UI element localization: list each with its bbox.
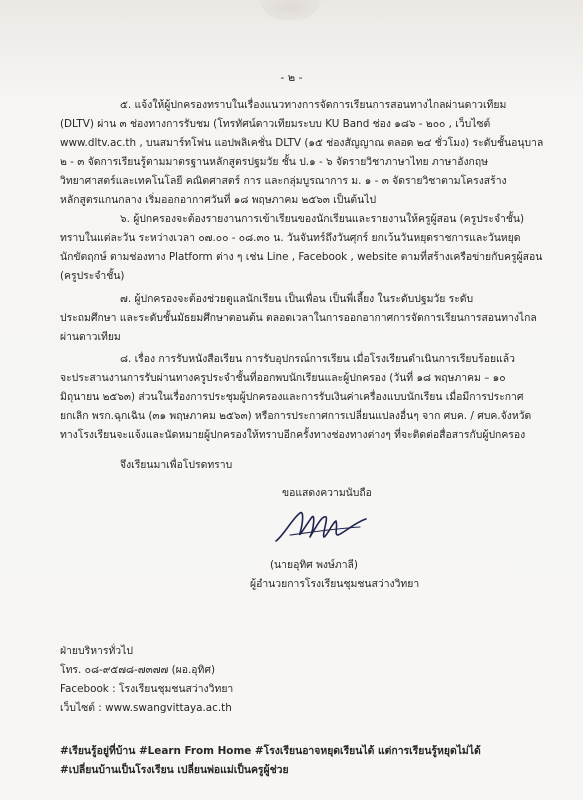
signer-title: ผู้อำนวยการโรงเรียนชุมชนสว่างวิทยา — [250, 578, 420, 590]
paragraph-line: หลักสูตรแกนกลาง เริ่มออกอากาศวันที่ ๑๘ พฤษภาคม ๒๕๖๓ เป็นต้นไป — [60, 194, 377, 206]
seal-shadow — [258, 0, 322, 20]
paragraph-line: มิถุนายน ๒๕๖๓) ส่วนในเรื่องการประชุมผู้ปกครองและการรับเงินค่าเครื่องแบบนักเรียน เมื่อมีการประกาศ — [60, 391, 524, 403]
paragraph-line: (ครูประจำชั้น) — [60, 270, 125, 282]
paragraph-line: ทางโรงเรียนจะแจ้งและนัดหมายผู้ปกครองให้ทราบอีกครั้งทางช่องทางต่างๆ ที่จะติดต่อสื่อสารกับผู้ปกครอง — [60, 429, 526, 441]
paragraph-line: ๗. ผู้ปกครองจะต้องช่วยดูแลนักเรียน เป็นเพื่อน เป็นพี่เลี้ยง ในระดับปฐมวัย ระดับ — [120, 293, 474, 305]
closing-line: จึงเรียนมาเพื่อโปรดทราบ — [120, 459, 233, 471]
website-text: เว็บไซต์ : www.swangvittaya.ac.th — [60, 702, 232, 714]
hashtags — [60, 742, 481, 780]
paragraph-line: ๕. แจ้งให้ผู้ปกครองทราบในเรื่องแนวทางการจัดการเรียนการสอนทางไกลผ่านดาวเทียม — [120, 99, 507, 111]
paragraph-line: ๒ - ๓ จัดการเรียนรู้ตามมาตรฐานหลักสูตรปฐมวัย ชั้น ป.๑ - ๖ จัดรายวิชาภาษาไทย ภาษาอังกฤษ — [60, 156, 488, 168]
paragraph-line: (DLTV) ผ่าน ๓ ช่องทางการรับชม (โทรทัศน์ดาวเทียมระบบ KU Band ช่อง ๑๘๖ - ๒๐๐ , เว็บไซต์ — [60, 118, 491, 130]
paragraph-line: ประถมศึกษา และระดับชั้นมัธยมศึกษาตอนต้น ตลอดเวลาในการออกอากาศการจัดการเรียนการสอนทางไกล — [60, 312, 537, 324]
department-label: ฝ่ายบริหารทั่วไป — [60, 645, 133, 657]
phone-text: โทร. ๐๘-๙๕๗๘-๗๓๗๗ (ผอ.อุทิศ) — [60, 664, 216, 676]
paragraph-6 — [60, 210, 542, 286]
signer-name: (นายอุทิศ พงษ์ภาลี) — [270, 559, 358, 571]
paragraph-7 — [60, 290, 537, 347]
paragraph-line: ๖. ผู้ปกครองจะต้องรายงานการเข้าเรียนของนักเรียนและรายงานให้ครูผู้สอน (ครูประจำชั้น) — [120, 213, 525, 225]
paragraph-line: วิทยาศาสตร์และเทคโนโลยี คณิตศาสตร์ การ และกลุ่มบูรณาการ ม. ๑ - ๓ จัดรายวิชาตามโครงสร้าง — [60, 175, 507, 187]
paragraph-line: ทราบในแต่ละวัน ระหว่างเวลา ๐๗.๐๐ - ๐๘.๓๐ น. วันจันทร์ถึงวันศุกร์ ยกเว้นวันหยุดราชการและวันหยุด — [60, 232, 521, 244]
paragraph-5 — [60, 96, 543, 210]
hashtag-line: #เรียนรู้อยู่ที่บ้าน #Learn From Home #โรงเรียนอาจหยุดเรียนได้ แต่การเรียนรู้หยุดไม่ได้ — [60, 745, 481, 757]
page-number: - ๒ - — [280, 71, 303, 84]
signature-image — [270, 505, 370, 555]
hashtag-line: #เปลี่ยนบ้านเป็นโรงเรียน เปลี่ยนพ่อแม่เป็นครูผู้ช่วย — [60, 764, 289, 776]
paragraph-line: ๘. เรื่อง การรับหนังสือเรียน การรับอุปกรณ์การเรียน เมื่อโรงเรียนดำเนินการเรียบร้อยแล้ว — [120, 353, 515, 365]
contact-footer — [60, 642, 233, 718]
paragraph-line: ผ่านดาวเทียม — [60, 331, 121, 343]
paragraph-8 — [60, 350, 531, 445]
paragraph-line: www.dltv.ac.th , บนสมาร์ทโฟน แอปพลิเคชั่น DLTV (๑๕ ช่องสัญญาณ ตลอด ๒๔ ชั่วโมง) ระดับชั้นอนุบาล — [60, 137, 544, 149]
paragraph-line: จะประสานงานการรับผ่านทางครูประจำชั้นที่ออกพบนักเรียนและผู้ปกครอง (วันที่ ๑๘ พฤษภาคม – ๑๐ — [60, 372, 506, 384]
paragraph-line: นักขัตฤกษ์ ตามช่องทาง Platform ต่าง ๆ เช่น Line , Facebook , website ตามที่สร้างเครือข่ายกับครูผู้สอน — [60, 251, 543, 263]
regards-text: ขอแสดงความนับถือ — [282, 487, 372, 499]
facebook-text: Facebook : โรงเรียนชุมชนสว่างวิทยา — [60, 683, 234, 695]
paragraph-line: ยกเลิก พรก.ฉุกเฉิน (๓๑ พฤษภาคม ๒๕๖๓) หรือการประกาศการเปลี่ยนแปลงอื่นๆ จาก ศบค. / ศบค.จังหวัด — [60, 410, 532, 422]
